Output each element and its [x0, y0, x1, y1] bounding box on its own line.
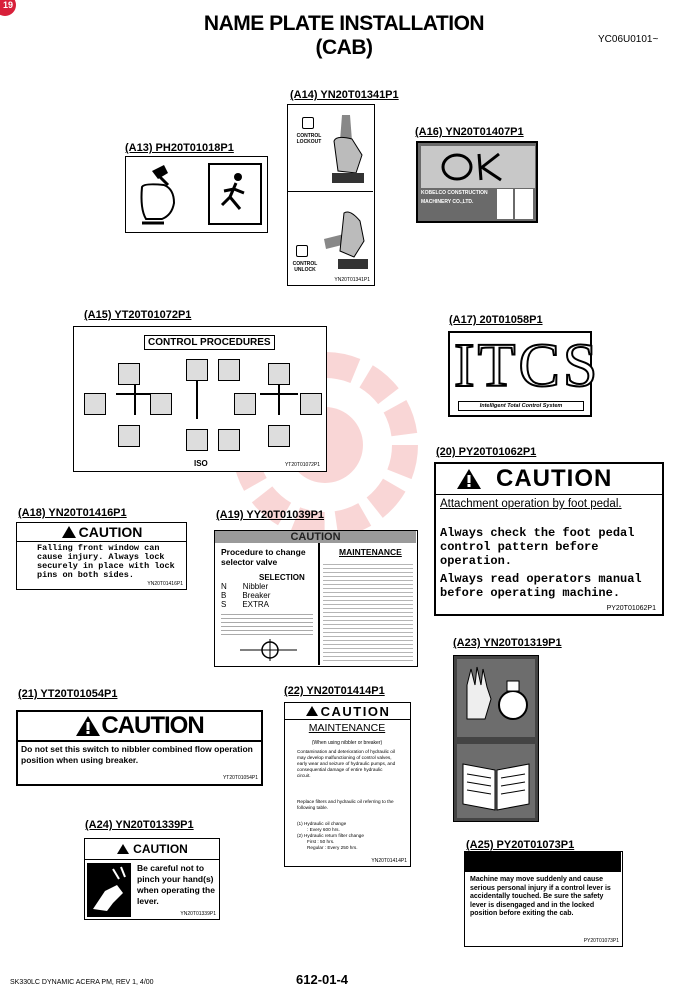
plate-a15 [73, 326, 327, 472]
hand-lever-icon [322, 111, 372, 187]
warning-triangle-icon [456, 468, 482, 490]
valve-diagram-icon [235, 637, 305, 663]
p21-caution: CAUTION [101, 712, 204, 739]
p21-code: YT20T01054P1 [222, 775, 258, 781]
label-a25: (A25) PY20T01073P1 [466, 839, 575, 851]
cp-sym-8 [300, 393, 322, 415]
a24-body: Be careful not to pinch your hand(s) when operating the lever. [137, 863, 215, 906]
a24-code: YN20T01339P1 [180, 911, 216, 917]
ok-logo-icon [421, 146, 535, 188]
cp-sym-11 [218, 429, 240, 451]
label-a16: (A16) YN20T01407P1 [415, 126, 524, 138]
page-marker: 19 [0, 0, 16, 16]
a18-body: Falling front window can cause injury. Always lock securely in place with lock pins on both sides. [37, 543, 175, 580]
a16-line2: MACHINERY CO.,LTD. [421, 199, 474, 205]
plate-a13 [125, 156, 268, 233]
label-22: (22) YN20T01414P1 [284, 685, 385, 697]
unlock-icon [296, 245, 308, 257]
p22-title: MAINTENANCE [308, 722, 386, 734]
p20-body2: Always read operators manual before operating machine. [440, 572, 642, 600]
warning-triangle-icon [61, 525, 77, 539]
cp-sym-10 [186, 429, 208, 451]
doc-code: YC06U0101~ [598, 34, 659, 45]
cp-sym-1 [118, 363, 140, 385]
lockout-text: CONTROL LOCKOUT [296, 133, 322, 145]
plate-a19 [214, 530, 418, 667]
page-title: NAME PLATE INSTALLATION (CAB) [203, 12, 485, 59]
cp-sym-12 [268, 425, 290, 447]
label-a15: (A15) YT20T01072P1 [84, 309, 192, 321]
a16-line1: KOBELCO CONSTRUCTION [421, 190, 488, 196]
a25-code: PY20T01073P1 [583, 938, 619, 944]
a18-caution: CAUTION [78, 524, 143, 540]
a19-right-title: MAINTENANCE [339, 547, 402, 557]
a14-code: YN20T01341P1 [334, 277, 370, 283]
cp-sym-5 [84, 393, 106, 415]
hand-engine-icon [457, 659, 535, 737]
page-number: 612-01-4 [296, 972, 349, 987]
a15-iso: ISO [194, 459, 208, 468]
plate-a18 [16, 522, 187, 590]
hand-hammer-icon [134, 163, 194, 227]
plate-a24 [84, 838, 220, 920]
lock-icon [302, 117, 314, 129]
p22-p2: Replace filters and hydraulic oil referring to the following table. [297, 799, 394, 810]
p22-caution: CAUTION [320, 703, 391, 719]
p22-l2b: First : 50 hrs. [307, 839, 335, 844]
pinch-hand-icon [87, 863, 131, 917]
cp-sym-4 [268, 363, 290, 385]
cp-sym-2 [186, 359, 208, 381]
p22-code: YN20T01414P1 [371, 858, 407, 864]
label-20: (20) PY20T01062P1 [436, 446, 537, 458]
p22-sub: (When using nibbler or breaker) [311, 740, 383, 746]
a19-row: S EXTRA [221, 600, 270, 609]
plate-a16 [416, 141, 538, 223]
plate-a14 [287, 104, 375, 286]
plate-a17 [448, 331, 601, 417]
hand-lever-down-icon [318, 199, 372, 277]
p22-p1: Contamination and deterioration of hydraulic oil may develop malfunctioning of control valves, early wear and seizure of hydraulic pumps, and consequential damage of entire hydraulic circuit. [297, 749, 396, 778]
cp-sym-3 [218, 359, 240, 381]
label-a19: (A19) YY20T01039P1 [216, 509, 325, 521]
footer-left: SK330LC DYNAMIC ACERA PM, REV 1, 4/00 [10, 979, 154, 986]
p20-caution: CAUTION [496, 465, 613, 492]
label-a23: (A23) YN20T01319P1 [453, 637, 562, 649]
plate-a25 [464, 851, 623, 947]
p22-l2: (2) Hydraulic return filter change [297, 833, 364, 838]
p22-l1: (1) Hydraulic oil change [297, 821, 347, 826]
label-a17: (A17) 20T01058P1 [449, 314, 543, 326]
plate-20 [434, 462, 664, 616]
p20-body1: Always check the foot pedal control pattern before operation. [440, 526, 635, 568]
a25-body: Machine may move suddenly and cause serious personal injury if a control lever is accidentally touched. Be sure the safety lever is disengaged and in the locked position before exiting the cab. [470, 876, 611, 917]
p20-heading: Attachment operation by foot pedal. [440, 498, 622, 510]
a15-code: YT20T01072P1 [284, 462, 320, 468]
exit-sign-icon [208, 163, 262, 225]
unlock-text: CONTROL UNLOCK [292, 261, 318, 273]
a19-caution: CAUTION [290, 531, 341, 543]
cp-sym-7 [234, 393, 256, 415]
a19-row: N Nibbler [221, 582, 269, 591]
p20-code: PY20T01062P1 [606, 605, 656, 612]
a18-code: YN20T01416P1 [147, 581, 183, 587]
a25-black-bar [465, 852, 621, 872]
cp-sym-6 [150, 393, 172, 415]
a19-selection: SELECTION [259, 573, 305, 582]
itcs-subtitle: Intelligent Total Control System [458, 401, 584, 411]
p21-body: Do not set this switch to nibbler combined flow operation position when using breaker. [21, 744, 253, 765]
a24-caution: CAUTION [133, 842, 188, 856]
warning-triangle-icon [305, 705, 319, 717]
a19-row: B Breaker [221, 591, 271, 600]
warning-triangle-icon [116, 843, 130, 855]
p22-l2c: Regular : Every 250 hrs. [307, 845, 358, 850]
p22-l1b: : Every 600 hrs. [307, 827, 340, 832]
label-a18: (A18) YN20T01416P1 [18, 507, 127, 519]
plate-22 [284, 702, 411, 867]
label-a14: (A14) YN20T01341P1 [290, 89, 399, 101]
manual-book-icon [457, 744, 535, 818]
plate-a23 [453, 655, 539, 822]
plate-21 [16, 710, 263, 786]
label-21: (21) YT20T01054P1 [18, 688, 118, 700]
a19-left-title: Procedure to change selector valve [221, 547, 306, 567]
label-a13: (A13) PH20T01018P1 [125, 142, 234, 154]
itcs-logo: ITCS [454, 332, 601, 400]
a15-title: CONTROL PROCEDURES [144, 335, 275, 350]
cp-sym-9 [118, 425, 140, 447]
warning-triangle-icon [75, 715, 101, 737]
label-a24: (A24) YN20T01339P1 [85, 819, 194, 831]
